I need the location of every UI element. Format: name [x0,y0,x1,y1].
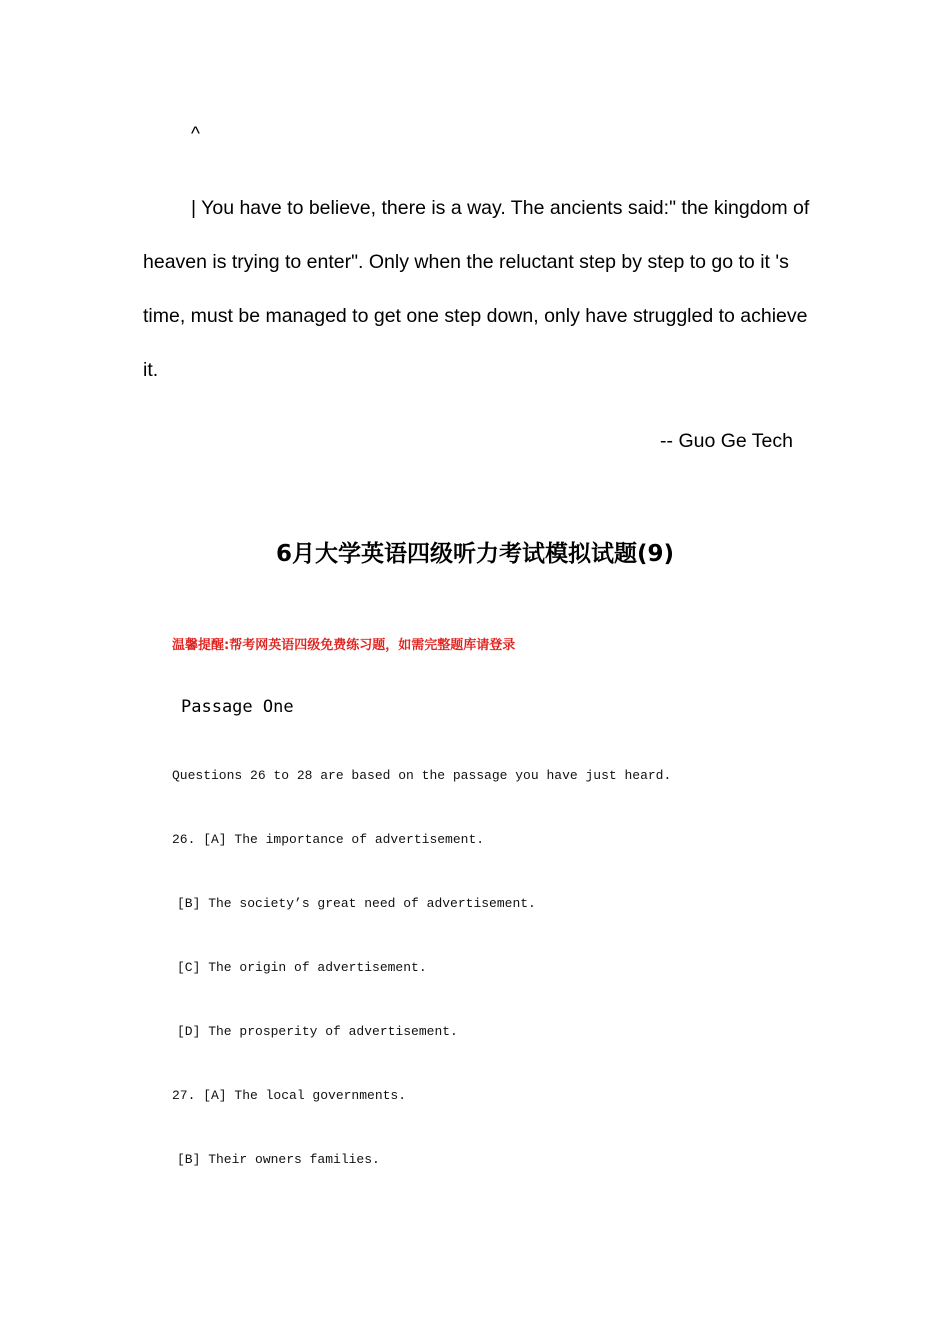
quote-line: | You have to believe, there is a way. The ancients said:" the kingdom of [191,197,810,219]
option-line: [B] The society’s great need of advertisement. [177,896,536,911]
quote-line: heaven is trying to enter". Only when the reluctant step by step to go to it 's [143,251,789,273]
caret-mark: ^ [191,124,200,145]
option-line: [B] Their owners families. [177,1152,380,1167]
quote-line: time, must be managed to get one step down, only have struggled to achieve [143,305,808,327]
passage-heading: Passage One [181,697,294,717]
quote-line: it. [143,359,159,381]
quote-signature: -- Guo Ge Tech [660,430,793,452]
option-line: 26. [A] The importance of advertisement. [172,832,485,847]
option-line: [C] The origin of advertisement. [177,960,427,975]
page-title: 6月大学英语四级听力考试模拟试题(9) [275,541,675,567]
option-line: 27. [A] The local governments. [172,1088,407,1103]
notice-text: 温馨提醒:帮考网英语四级免费练习题，如需完整题库请登录 [172,638,516,653]
option-line: [D] The prosperity of advertisement. [177,1024,458,1039]
instructions-text: Questions 26 to 28 are based on the passage you have just heard. [172,768,672,783]
